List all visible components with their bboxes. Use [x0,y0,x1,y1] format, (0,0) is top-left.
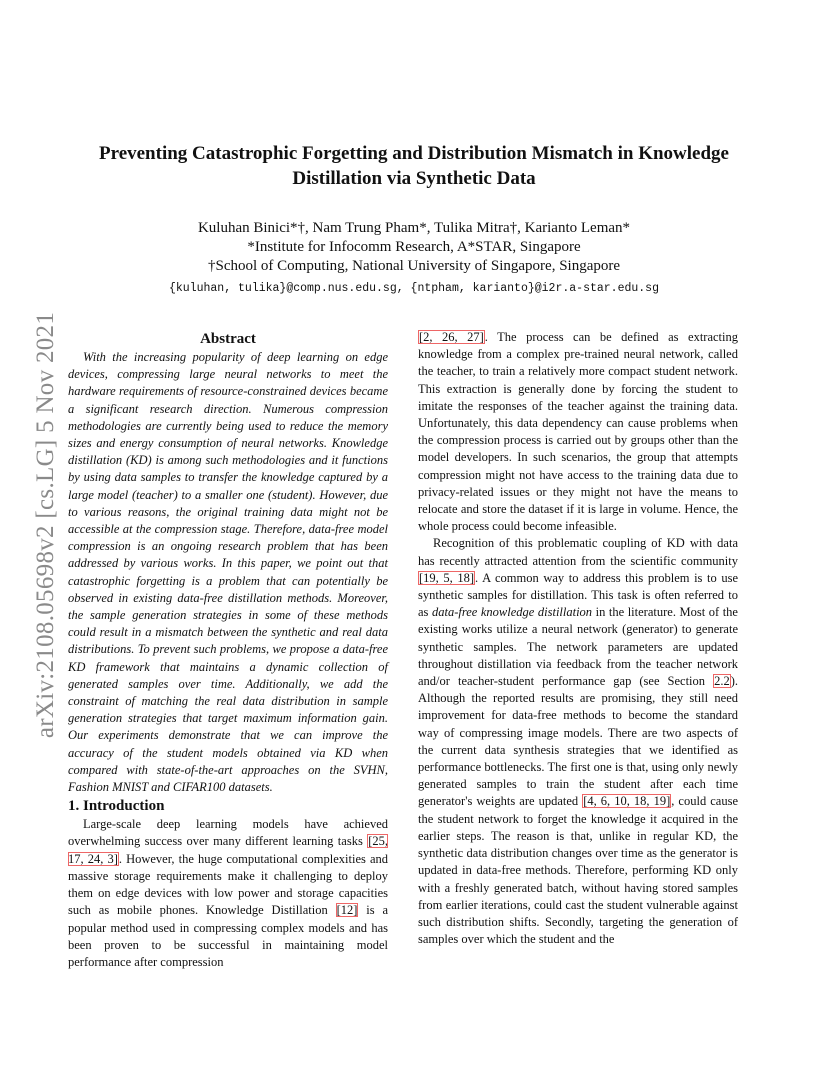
citation-link[interactable]: [19, 5, 18] [419,570,475,585]
author-list: Kuluhan Binici*†, Nam Trung Pham*, Tulika Mitra†, Karianto Leman* [197,220,631,236]
author-block [60,219,768,298]
intro-paragraph-1-start: Large-scale deep learning models have achieved overwhelming success over many different learning tasks [25, 17, 24, 3]. However, the huge computational complexities and massive storage requirements make it challenging to deploy them on edge devices with low power and storage capacities such as mobile phones. Knowledge Distillation [12] is a popular method used in compressing complex models and has been proven to be successful in maintaining model performance after compression [68,817,388,969]
emphasis-term: data-free knowledge distillation [431,605,593,620]
intro-paragraph-1-cont: [2, 26, 27]. The process can be defined as extracting knowledge from a complex pre-trained neural network, called the teacher, to train a relatively more compact student network. This extraction is generally done by forcing the student to imitate the responses of the teacher against the training data. Unfortunately, this data dependency can cause problems when the compression process is carried out by groups other than the model developers. In such scenarios, the group that attempts compression might not have access to the training data due to privacy-related issues or they might not have the means to relocate and store the dataset if it is large in volume. Hence, the whole process could become infeasible. [418,330,738,534]
intro-paragraph-2: Recognition of this problematic coupling of KD with data has recently attracted attention from the scientific community [19, 5, 18]. A common way to address this problem is to use synthetic samples for distillation. This task is often referred to as data-free knowledge distillation in the literature. Most of the existing works utilize a neural network (generator) to generate synthetic samples. The network parameters are updated throughout distillation via feedback from the teacher network and/or teacher-student performance gap (see Section 2.2). Although the reported results are promising, they still need improvement for data-free methods to become the standard way of compressing image models. There are two aspects of the current data synthesis strategies that we identified as performance bottlenecks. The first one is that, using only newly generated samples to train the student after each time generator's weights are updated [4, 6, 10, 18, 19], could cause the student network to forget the knowledge it acquired in the earlier steps. The reason is that, unlike in regular KD, the synthetic data distribution changes over time as the generator is updated in data-free methods. Therefore, performing KD only with a freshly generated batch, without having stored samples from earlier iterations, could cast the student vulnerable against such distribution shifts. Secondly, targeting the generation of samples over which the student and the [418,536,739,947]
affiliation-2: †School of Computing, National University of Singapore, Singapore [207,258,621,274]
citation-link[interactable]: [12] [336,903,358,918]
section-ref-link[interactable]: 2.2 [714,674,730,689]
arxiv-side-label: arXiv:2108.05698v2 [cs.LG] 5 Nov 2021 [32,311,59,739]
affiliation-1: *Institute for Infocomm Research, A*STAR, Singapore [247,239,581,255]
paper-title: Preventing Catastrophic Forgetting and Distribution Mismatch in Knowledge Distillation via Synthetic Data [99,143,729,189]
abstract-text: With the increasing popularity of deep learning on edge devices, compressing large neural networks to meet the hardware requirements of resource-constrained devices became a significant research direction. Numerous compression methodologies are currently being used to reduce the memory sizes and energy consumption of neural networks. Knowledge distillation (KD) is among such methodologies and it functions by using data samples to transfer the knowledge captured by a large model (teacher) to a smaller one (student). However, due to various reasons, the original training data might not be accessible at the compression stage. Therefore, data-free model compression is an ongoing research problem that has been addressed by various works. In this paper, we point out that catastrophic forgetting is a problem that can potentially be observed in existing data-free distillation methods. Moreover, the sample generation strategies in some of these methods could result in a mismatch between the synthetic and real data distributions. To prevent such problems, we propose a data-free KD framework that maintains a dynamic collection of generated samples over time. Additionally, we add the constraint of matching the real data distribution in sample generation strategies that target maximum information gain. Our experiments demonstrate that we can improve the accuracy of the student models obtained via KD when compared with state-of-the-art approaches on the SVHN, Fashion MNIST and CIFAR100 datasets. [68,350,388,795]
citation-link[interactable]: [2, 26, 27] [419,330,484,344]
left-column [68,329,388,971]
introduction-heading: 1. Introduction [68,798,165,815]
abstract-heading: Abstract [200,331,256,347]
citation-link[interactable]: [25, 17, 24, 3] [68,834,388,866]
right-column [418,329,738,948]
citation-link[interactable]: [4, 6, 10, 18, 19] [583,794,671,809]
author-emails: {kuluhan, tulika}@comp.nus.edu.sg, {ntpham, karianto}@i2r.a-star.edu.sg [169,282,659,295]
